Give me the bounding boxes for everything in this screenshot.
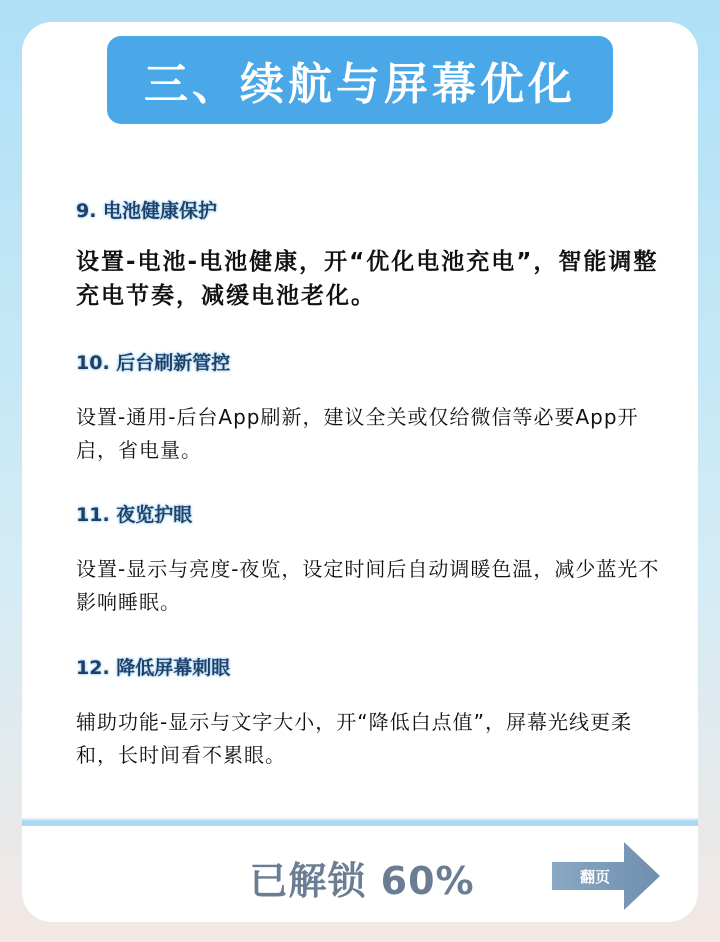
section-body: 设置-电池-电池健康，开“优化电池充电”，智能调整充电节奏，减缓电池老化。	[76, 249, 659, 309]
section-title: 11. 夜览护眼	[76, 504, 193, 526]
progress-label: 已解锁 60%	[249, 858, 475, 903]
next-page-button[interactable]	[552, 840, 662, 912]
section-body: 设置-通用-后台App刷新，建议全关或仅给微信等必要App开启，省电量。	[76, 405, 639, 462]
section-title: 9. 电池健康保护	[76, 200, 218, 222]
section-body: 设置-显示与亮度-夜览，设定时间后自动调暖色温，减少蓝光不影响睡眠。	[76, 557, 660, 614]
section-night-shift	[76, 500, 666, 619]
next-page-label: 翻页	[579, 868, 610, 886]
section-reduce-white-point	[76, 653, 666, 772]
section-battery-health	[76, 196, 666, 313]
section-background-refresh	[76, 348, 666, 467]
section-title: 10. 后台刷新管控	[76, 352, 231, 374]
section-title: 12. 降低屏幕刺眼	[76, 657, 231, 679]
page-title: 三、续航与屏幕优化	[107, 36, 613, 124]
section-body: 辅助功能-显示与文字大小，开“降低白点值”，屏幕光线更柔和，长时间看不累眼。	[76, 710, 632, 767]
